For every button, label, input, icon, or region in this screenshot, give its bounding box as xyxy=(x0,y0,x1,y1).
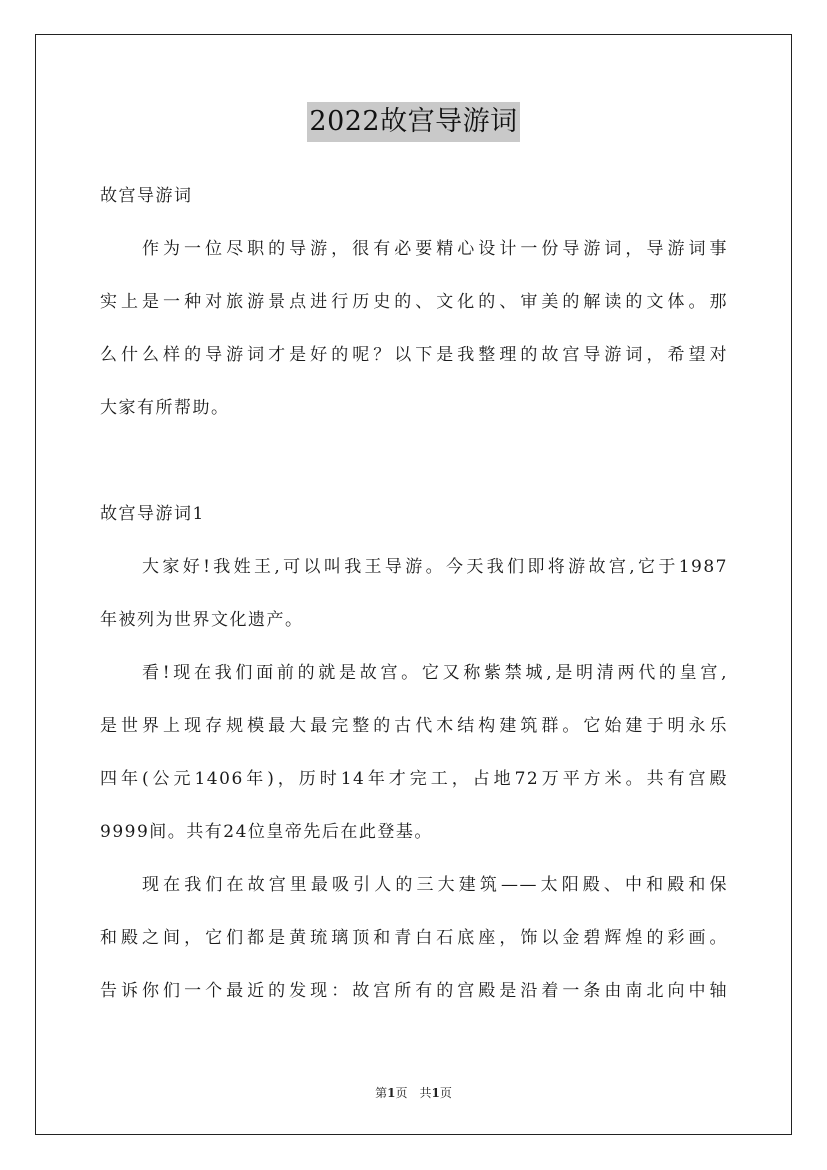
footer-total-pages: 1 xyxy=(431,1086,440,1100)
paragraph-gap xyxy=(100,435,728,488)
footer-current-page: 1 xyxy=(387,1086,396,1100)
page-footer xyxy=(0,1084,827,1101)
paragraph-line: 大家好!我姓王,可以叫我王导游。今天我们即将游故宫,它于1987 xyxy=(142,557,728,577)
title-container xyxy=(0,102,827,142)
section-heading-1: 故宫导游词1 xyxy=(100,504,205,524)
document-body xyxy=(100,170,728,1018)
paragraph-line: 9999间。共有24位皇帝先后在此登基。 xyxy=(100,822,433,842)
paragraph-line: 现在我们在故宫里最吸引人的三大建筑——太阳殿、中和殿和保 xyxy=(142,875,728,895)
paragraph-line: 大家有所帮助。 xyxy=(100,398,230,418)
paragraph-line: 和殿之间，它们都是黄琉璃顶和青白石底座，饰以金碧辉煌的彩画。 xyxy=(100,928,728,948)
paragraph-line: 么什么样的导游词才是好的呢？以下是我整理的故宫导游词，希望对 xyxy=(100,345,728,365)
paragraph-line: 实上是一种对旅游景点进行历史的、文化的、审美的解读的文体。那 xyxy=(100,292,728,312)
paragraph-line: 看!现在我们面前的就是故宫。它又称紫禁城,是明清两代的皇宫, xyxy=(142,663,728,683)
footer-prefix: 第 xyxy=(375,1086,388,1100)
section-heading-intro: 故宫导游词 xyxy=(100,186,193,206)
footer-suffix: 页 xyxy=(439,1086,452,1100)
document-title: 2022故宫导游词 xyxy=(307,102,519,142)
paragraph-line: 作为一位尽职的导游，很有必要精心设计一份导游词，导游词事 xyxy=(142,239,728,259)
footer-mid: 页 共 xyxy=(395,1086,432,1100)
paragraph-line: 四年(公元1406年)，历时14年才完工，占地72万平方米。共有宫殿 xyxy=(100,769,728,789)
paragraph-line: 年被列为世界文化遗产。 xyxy=(100,610,304,630)
paragraph-line: 告诉你们一个最近的发现：故宫所有的宫殿是沿着一条由南北向中轴 xyxy=(100,981,728,1001)
paragraph-line: 是世界上现存规模最大最完整的古代木结构建筑群。它始建于明永乐 xyxy=(100,716,728,736)
